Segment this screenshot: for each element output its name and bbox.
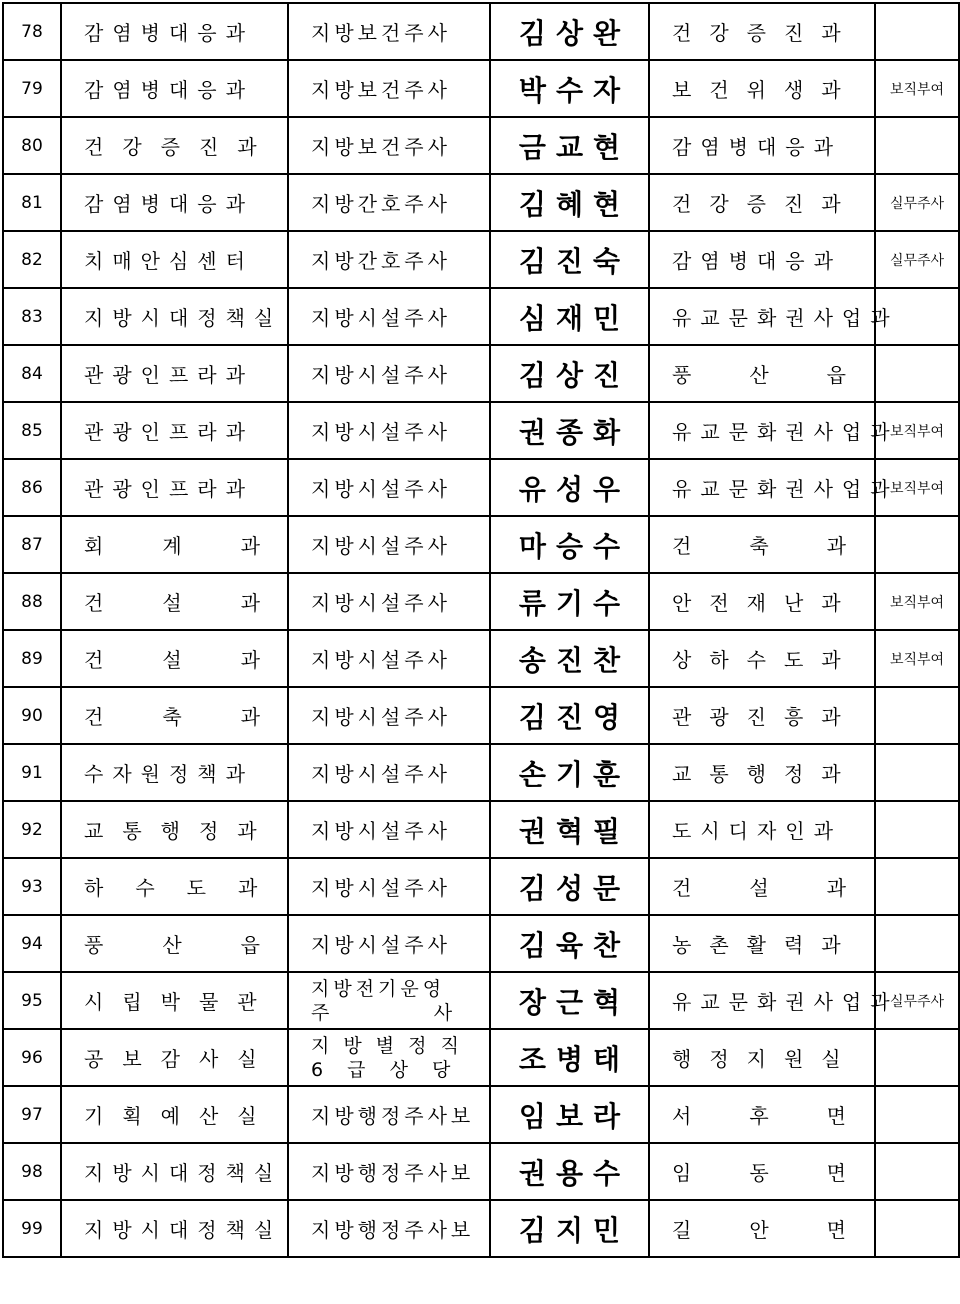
new-department-cell (649, 972, 899, 1029)
note-cell: 보직부여 (875, 630, 959, 687)
note-cell: 보직부여 (875, 60, 959, 117)
name-cell-text: 김진숙 (518, 244, 631, 278)
row-number-cell: 78 (3, 3, 61, 60)
current-department-cell-text: 하수도과 (84, 876, 290, 900)
name-cell (490, 516, 649, 573)
rank-cell (288, 1086, 490, 1143)
name-cell (490, 858, 649, 915)
current-department-cell (61, 1200, 288, 1257)
row-number-cell: 87 (3, 516, 61, 573)
note-cell (875, 744, 959, 801)
new-department-cell-text: 건강증진과 (672, 21, 859, 45)
note-cell: 보직부여 (875, 402, 959, 459)
name-cell-text: 김혜현 (518, 187, 631, 221)
current-department-cell (61, 288, 288, 345)
note-cell: 실무주사 (875, 231, 959, 288)
new-department-cell (649, 744, 875, 801)
new-department-cell-text: 유교문화권사업과 (672, 306, 899, 330)
new-department-cell-text: 보건위생과 (672, 78, 859, 102)
current-department-cell (61, 459, 288, 516)
row-number-cell: 84 (3, 345, 61, 402)
rank-cell-text: 지방행정주사보 (311, 1218, 475, 1242)
row-number-cell: 92 (3, 801, 61, 858)
note-cell: 보직부여 (875, 573, 959, 630)
note-cell (875, 801, 959, 858)
table-row (3, 60, 959, 117)
current-department-cell (61, 231, 288, 288)
row-number-cell: 91 (3, 744, 61, 801)
rank-cell (288, 915, 490, 972)
current-department-cell-text: 기획예산실 (84, 1104, 276, 1128)
rank-cell-text: 지방시설주사 (311, 363, 451, 387)
rank-cell (288, 1200, 490, 1257)
table-row (3, 687, 959, 744)
new-department-cell (649, 117, 875, 174)
rank-cell (288, 1143, 490, 1200)
current-department-cell-text: 감염병대응과 (84, 21, 254, 45)
current-department-cell (61, 972, 288, 1029)
rank-cell-line1: 지방전기운영 (311, 977, 446, 1000)
table-row (3, 459, 959, 516)
current-department-cell-text: 건설과 (84, 648, 319, 672)
name-cell-text: 김상완 (518, 16, 631, 50)
row-number-cell: 80 (3, 117, 61, 174)
current-department-cell (61, 1086, 288, 1143)
table-row (3, 1086, 959, 1143)
name-cell-text: 송진찬 (518, 643, 631, 677)
current-department-cell-text: 수자원정책과 (84, 762, 254, 786)
rank-cell (288, 174, 490, 231)
name-cell-text: 마승수 (518, 529, 631, 563)
name-cell-text: 조병태 (518, 1042, 631, 1076)
table-row (3, 174, 959, 231)
rank-cell (288, 117, 490, 174)
name-cell (490, 459, 649, 516)
name-cell (490, 231, 649, 288)
rank-cell (288, 972, 490, 1029)
new-department-cell (649, 915, 875, 972)
table-row (3, 630, 959, 687)
name-cell-text: 류기수 (518, 586, 631, 620)
table-row (3, 972, 959, 1029)
name-cell-text: 박수자 (518, 73, 631, 107)
row-number-cell: 85 (3, 402, 61, 459)
table-row (3, 288, 959, 345)
row-number-cell: 95 (3, 972, 61, 1029)
rank-cell-text: 지방시설주사 (311, 306, 451, 330)
current-department-cell (61, 687, 319, 744)
rank-cell-text: 지방시설주사 (311, 534, 451, 558)
note-cell (875, 687, 959, 744)
new-department-cell (649, 1143, 904, 1200)
rank-cell-text: 지방행정주사보 (311, 1104, 475, 1128)
note-cell: 실무주사 (875, 972, 959, 1029)
current-department-cell (61, 60, 288, 117)
name-cell (490, 573, 649, 630)
new-department-cell (649, 345, 904, 402)
current-department-cell (61, 174, 288, 231)
row-number-cell: 79 (3, 60, 61, 117)
new-department-cell-text: 감염병대응과 (672, 249, 842, 273)
new-department-cell (649, 1029, 875, 1086)
current-department-cell (61, 1029, 288, 1086)
rank-cell-text: 지방시설주사 (311, 762, 451, 786)
name-cell (490, 1143, 649, 1200)
rank-cell-text: 지방시설주사 (311, 705, 451, 729)
new-department-cell-text: 교통행정과 (672, 762, 859, 786)
table-row (3, 744, 959, 801)
row-number-cell: 89 (3, 630, 61, 687)
current-department-cell-text: 관광인프라과 (84, 477, 254, 501)
table-row (3, 516, 959, 573)
current-department-cell-text: 공보감사실 (84, 1047, 276, 1071)
table-row (3, 117, 959, 174)
name-cell (490, 345, 649, 402)
name-cell (490, 1086, 649, 1143)
name-cell-text: 심재민 (518, 301, 631, 335)
name-cell-text: 장근혁 (518, 985, 631, 1019)
row-number-cell: 94 (3, 915, 61, 972)
table-row (3, 345, 959, 402)
table-row (3, 3, 959, 60)
new-department-cell (649, 687, 875, 744)
name-cell-text: 권용수 (518, 1156, 631, 1190)
current-department-cell-text: 감염병대응과 (84, 192, 254, 216)
rank-cell (288, 744, 490, 801)
table-row (3, 801, 959, 858)
current-department-cell-text: 치매안심센터 (84, 249, 254, 273)
current-department-cell-text: 관광인프라과 (84, 420, 254, 444)
new-department-cell-text: 임동면 (672, 1161, 904, 1185)
rank-cell-text: 지방시설주사 (311, 933, 451, 957)
new-department-cell (649, 288, 899, 345)
note-cell: 보직부여 (875, 459, 959, 516)
new-department-cell-text: 도시디자인과 (672, 819, 842, 843)
name-cell-text: 임보라 (518, 1099, 631, 1133)
row-number-cell: 97 (3, 1086, 61, 1143)
new-department-cell-text: 풍산읍 (672, 363, 904, 387)
rank-cell-text: 지방간호주사 (311, 192, 451, 216)
name-cell (490, 915, 649, 972)
table-row (3, 858, 959, 915)
new-department-cell-text: 감염병대응과 (672, 135, 842, 159)
rank-cell (288, 801, 490, 858)
rank-cell (288, 630, 490, 687)
rank-cell-text: 지방시설주사 (311, 648, 451, 672)
rank-cell (288, 573, 490, 630)
rank-cell-text: 지방시설주사 (311, 477, 451, 501)
current-department-cell (61, 516, 319, 573)
table-row (3, 402, 959, 459)
name-cell (490, 60, 649, 117)
name-cell (490, 1200, 649, 1257)
current-department-cell (61, 573, 319, 630)
new-department-cell-text: 서후면 (672, 1104, 904, 1128)
name-cell-text: 김성문 (518, 871, 631, 905)
note-cell (875, 117, 959, 174)
row-number-cell: 88 (3, 573, 61, 630)
rank-cell-line2: 주 사 (311, 1001, 457, 1024)
current-department-cell (61, 402, 288, 459)
new-department-cell (649, 858, 904, 915)
current-department-cell-text: 건축과 (84, 705, 319, 729)
name-cell-text: 김진영 (518, 700, 631, 734)
current-department-cell-text: 교통행정과 (84, 819, 276, 843)
table-row (3, 915, 959, 972)
current-department-cell-text: 지방시대정책실 (84, 1218, 283, 1242)
table-row (3, 1200, 959, 1257)
personnel-table (2, 2, 960, 1258)
current-department-cell (61, 744, 288, 801)
new-department-cell (649, 516, 904, 573)
row-number-cell: 99 (3, 1200, 61, 1257)
name-cell (490, 744, 649, 801)
table-row (3, 231, 959, 288)
table-row (3, 1029, 959, 1086)
name-cell (490, 630, 649, 687)
current-department-cell (61, 630, 319, 687)
new-department-cell (649, 402, 899, 459)
new-department-cell (649, 3, 875, 60)
row-number-cell: 82 (3, 231, 61, 288)
table-row (3, 1143, 959, 1200)
new-department-cell (649, 174, 875, 231)
name-cell (490, 288, 649, 345)
name-cell (490, 117, 649, 174)
row-number-cell: 96 (3, 1029, 61, 1086)
new-department-cell (649, 573, 875, 630)
rank-cell (288, 231, 490, 288)
new-department-cell-text: 길안면 (672, 1218, 904, 1242)
new-department-cell-text: 건설과 (672, 876, 904, 900)
new-department-cell-text: 건축과 (672, 534, 904, 558)
new-department-cell (649, 231, 875, 288)
rank-cell-text: 지방시설주사 (311, 819, 451, 843)
current-department-cell (61, 3, 288, 60)
rank-cell (288, 402, 490, 459)
row-number-cell: 86 (3, 459, 61, 516)
rank-cell-text: 지방행정주사보 (311, 1161, 475, 1185)
rank-cell-text: 지방보건주사 (311, 21, 451, 45)
new-department-cell-text: 행정지원실 (672, 1047, 859, 1071)
current-department-cell (61, 345, 288, 402)
name-cell-text: 김육찬 (518, 928, 631, 962)
rank-cell-line2: 6 급 상 당 (311, 1058, 455, 1081)
new-department-cell (649, 459, 899, 516)
new-department-cell (649, 1200, 904, 1257)
new-department-cell-text: 유교문화권사업과 (672, 990, 899, 1014)
current-department-cell-text: 건설과 (84, 591, 319, 615)
current-department-cell-text: 풍산읍 (84, 933, 319, 957)
personnel-table-body (3, 3, 959, 1257)
rank-cell-text: 지방보건주사 (311, 78, 451, 102)
new-department-cell (649, 801, 875, 858)
new-department-cell-text: 건강증진과 (672, 192, 859, 216)
row-number-cell: 90 (3, 687, 61, 744)
name-cell (490, 972, 649, 1029)
row-number-cell: 81 (3, 174, 61, 231)
current-department-cell (61, 1143, 288, 1200)
name-cell-text: 권혁필 (518, 814, 631, 848)
note-cell (875, 3, 959, 60)
rank-cell (288, 60, 490, 117)
note-cell: 실무주사 (875, 174, 959, 231)
rank-cell (288, 288, 490, 345)
name-cell (490, 687, 649, 744)
new-department-cell-text: 유교문화권사업과 (672, 477, 899, 501)
rank-cell-text: 지방시설주사 (311, 420, 451, 444)
note-cell (875, 1029, 959, 1086)
rank-cell-text: 지방보건주사 (311, 135, 451, 159)
current-department-cell-text: 지방시대정책실 (84, 306, 283, 330)
note-cell (875, 915, 959, 972)
current-department-cell-text: 시립박물관 (84, 990, 276, 1014)
rank-cell (288, 1029, 490, 1086)
name-cell (490, 3, 649, 60)
name-cell (490, 801, 649, 858)
new-department-cell (649, 60, 875, 117)
rank-cell (288, 687, 490, 744)
name-cell (490, 402, 649, 459)
name-cell-text: 김상진 (518, 358, 631, 392)
current-department-cell-text: 관광인프라과 (84, 363, 254, 387)
row-number-cell: 98 (3, 1143, 61, 1200)
rank-cell-line1: 지 방 별 정 직 (311, 1034, 463, 1057)
name-cell (490, 1029, 649, 1086)
rank-cell (288, 516, 490, 573)
rank-cell (288, 858, 490, 915)
current-department-cell-text: 회계과 (84, 534, 319, 558)
name-cell-text: 금교현 (518, 130, 631, 164)
row-number-cell: 93 (3, 858, 61, 915)
rank-cell (288, 3, 490, 60)
current-department-cell-text: 지방시대정책실 (84, 1161, 283, 1185)
rank-cell-text: 지방간호주사 (311, 249, 451, 273)
current-department-cell (61, 801, 288, 858)
new-department-cell-text: 상하수도과 (672, 648, 859, 672)
name-cell-text: 유성우 (518, 472, 631, 506)
current-department-cell-text: 감염병대응과 (84, 78, 254, 102)
rank-cell (288, 345, 490, 402)
new-department-cell (649, 1086, 904, 1143)
name-cell (490, 174, 649, 231)
name-cell-text: 손기훈 (518, 757, 631, 791)
current-department-cell-text: 건강증진과 (84, 135, 276, 159)
current-department-cell (61, 915, 319, 972)
rank-cell-text: 지방시설주사 (311, 876, 451, 900)
new-department-cell-text: 농촌활력과 (672, 933, 859, 957)
new-department-cell-text: 관광진흥과 (672, 705, 859, 729)
name-cell-text: 김지민 (518, 1213, 631, 1247)
rank-cell-text: 지방시설주사 (311, 591, 451, 615)
table-row (3, 573, 959, 630)
name-cell-text: 권종화 (518, 415, 631, 449)
rank-cell (288, 459, 490, 516)
new-department-cell-text: 유교문화권사업과 (672, 420, 899, 444)
row-number-cell: 83 (3, 288, 61, 345)
current-department-cell (61, 858, 288, 915)
new-department-cell-text: 안전재난과 (672, 591, 859, 615)
current-department-cell (61, 117, 288, 174)
new-department-cell (649, 630, 875, 687)
